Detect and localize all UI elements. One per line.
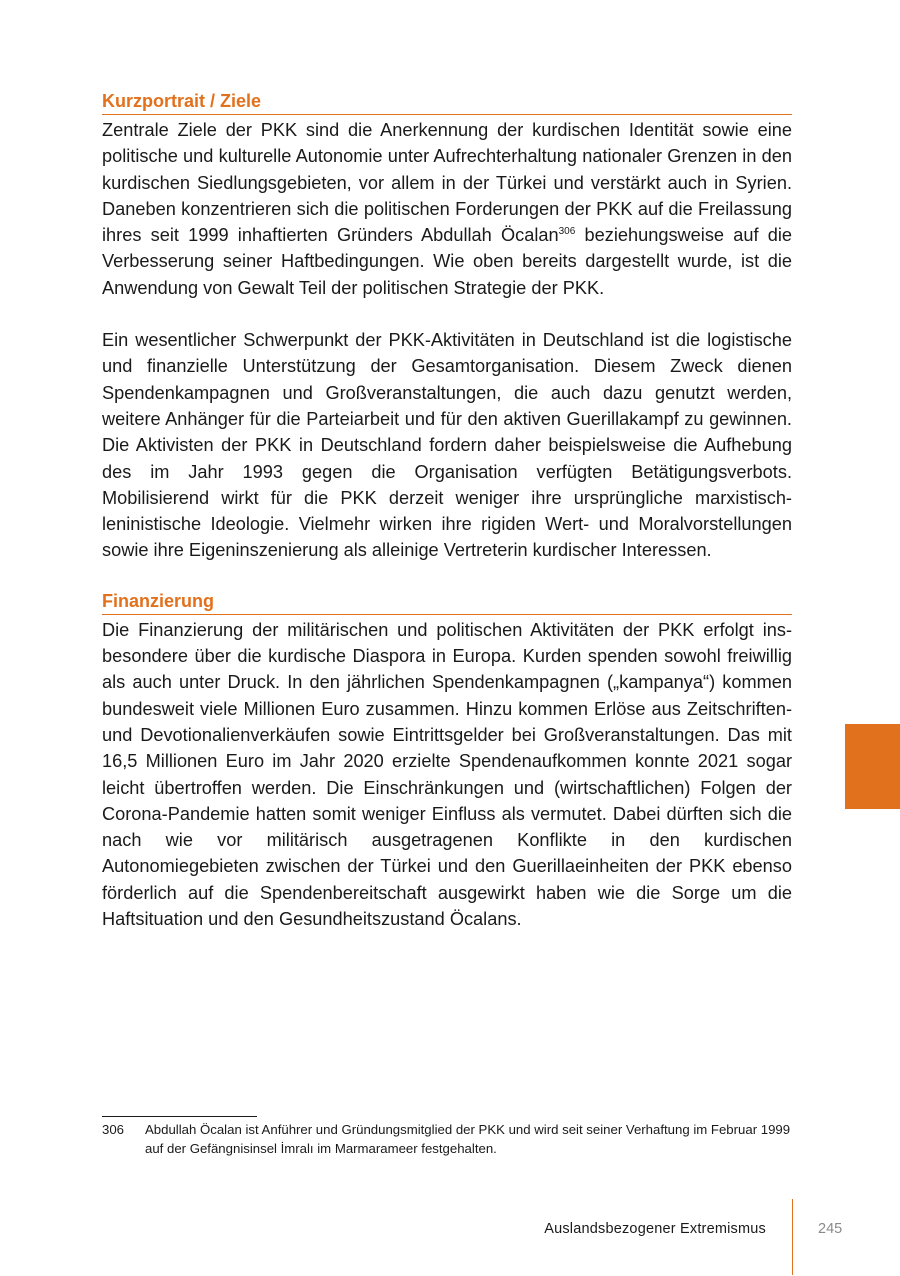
section-heading-finanzierung: Finanzierung [102, 590, 792, 615]
footnote-number: 306 [102, 1122, 125, 1137]
section-heading-kurzportrait: Kurzportrait / Ziele [102, 90, 792, 115]
main-content [102, 90, 792, 958]
chapter-marker-tab [845, 724, 900, 809]
footnote-reference[interactable]: 306 [558, 226, 576, 238]
paragraph-ziele-text-end: beziehungsweise auf die Verbesserung seiner Haftbedingungen. Wie oben bereits dargestellt wurde, ist die Anwendung von Gewalt Teil der politischen Strategie der PKK. [102, 225, 792, 298]
page-number: 245 [818, 1221, 843, 1237]
footer-divider [792, 1199, 793, 1275]
paragraph-ziele-text: Zentrale Ziele der PKK sind die Anerkennung der kurdischen Identität sowie eine politische und kulturelle Autonomie unter Aufrechterhaltung nationaler Grenzen in den kurdischen Siedlungsgebieten, vor allem in der Türkei und verstärkt auch in Syrien. Daneben konzentrieren sich die politischen Forderungen der PKK auf die Freilassung ihres seit 1999 inhaftierten Gründers Abdullah Öcalan [102, 120, 792, 246]
paragraph-ziele [102, 117, 792, 301]
paragraph-finanzierung: Die Finanzierung der militärischen und politischen Aktivitäten der PKK erfolgt insbesondere über die kurdische Diaspora in Europa. Kurden spenden sowohl freiwillig als auch unter Druck. In den jährlichen Spendenkampagnen („kampanya“) kommen bundesweit viele Millionen Euro zusammen. Hinzu kommen Erlöse aus Zeitschriften- und Devotionalienverkäufen sowie Eintrittsgelder bei Großveranstaltungen. Das mit 16,5 Millionen Euro im Jahr 2020 erzielte Spendenaufkommen konnte 2021 sogar leicht übertroffen werden. Die Einschränkungen und (wirtschaftlichen) Folgen der Corona-Pandemie hatten somit weniger Einfluss als vermutet. Dabei dürften sich die nach wie vor militärisch ausgetragenen Konflikte in den kurdischen Autonomiegebieten zwischen der Türkei und den Guerillaeinheiten der PKK ebenso förderlich auf die Spendenbereitschaft ausgewirkt haben wie die Sorge um die Haftsituation und den Gesundheitszustand Öcalans. [102, 619, 792, 930]
footnote-divider [102, 1116, 257, 1117]
paragraph-aktivitaeten: Ein wesentlicher Schwerpunkt der PKK-Aktivitäten in Deutschland ist die logistische und finanzielle Unterstützung der Gesamtorganisation. Diesem Zweck dienen Spendenkampagnen und Großveranstaltungen, die auch dazu genutzt werden, weitere Anhänger für die Parteiarbeit und für den aktiven Guerillakampf zu gewinnen. Die Aktivisten der PKK in Deutschland fordern daher beispielsweise die Aufhebung des im Jahr 1993 gegen die Organisation verfügten Betätigungsverbots. Mobilisierend wirkt für die PKK derzeit weniger ihre ursprüngliche marxistisch-leninistische Ideologie. Vielmehr wirken ihre rigiden Wert- und Moralvorstellungen sowie ihre Eigeninszenierung als alleinige Vertreterin kurdischer Interessen. [102, 330, 792, 561]
footnote-text: Abdullah Öcalan ist Anführer und Gründungsmitglied der PKK und wird seit seiner Verhaftung im Februar 1999 auf der Gefängnisinsel İmralı im Marmarameer festgehalten. [145, 1122, 791, 1156]
footer-chapter-title: Auslandsbezogener Extremismus [544, 1221, 766, 1237]
footnote [102, 1121, 792, 1158]
